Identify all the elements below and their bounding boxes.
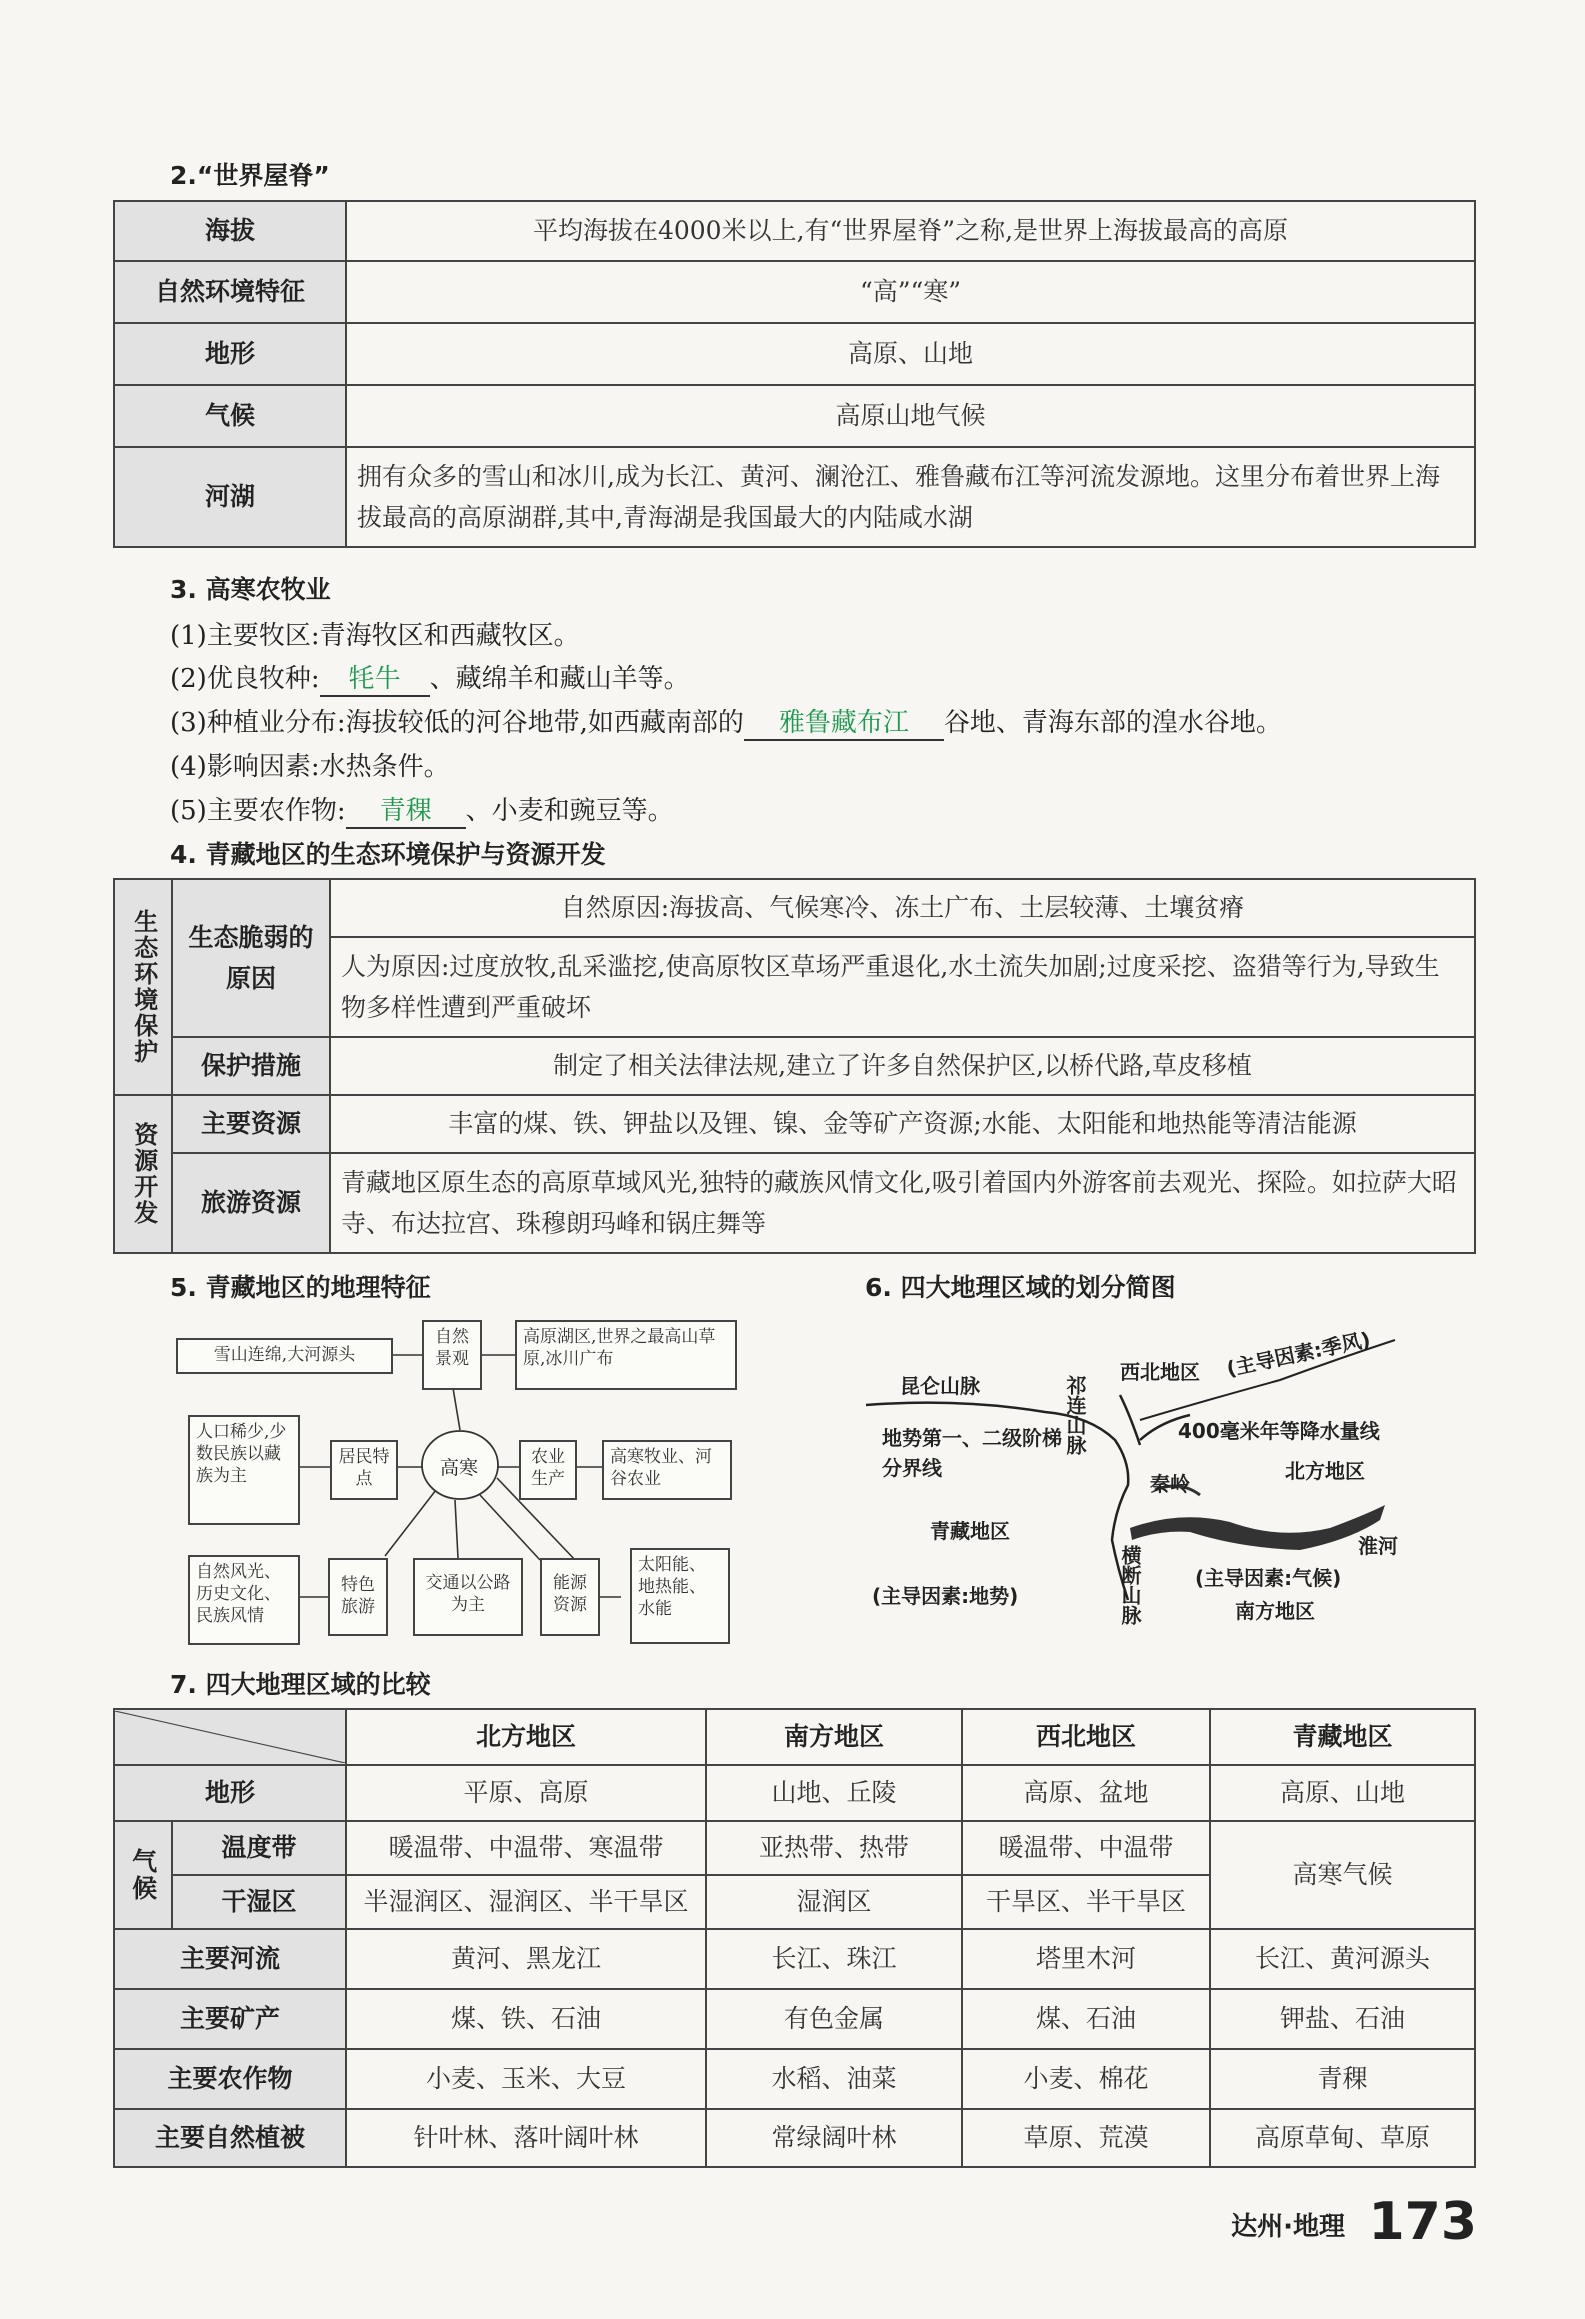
row-label-altitude: 海拔 [114,201,346,261]
row-minerals: 主要矿产 [114,1989,346,2049]
terrain-value: 高原、山地 [346,323,1475,385]
planting-suffix: 谷地、青海东部的湟水谷地。 [943,708,1282,738]
section-4-heading: 4. 青藏地区的生态环境保护与资源开发 [170,840,606,869]
center-label: 高寒 [440,1457,479,1479]
crops-northwest: 小麦、棉花 [962,2049,1210,2109]
protection-value: 制定了相关法律法规,建立了许多自然保护区,以桥代路,草皮移植 [330,1037,1475,1095]
region-comparison-table [113,1708,1476,2168]
label-northwest: 西北地区 [1120,1360,1200,1384]
box-herding: 高寒牧业、河谷农业 [602,1440,732,1500]
label-nw-factor: (主导因素:季风) [1224,1327,1373,1381]
row-label-rivers: 河湖 [114,447,346,547]
box-natural-landscape: 自然景观 [422,1320,482,1390]
box-population: 人口稀少,少数民族以藏族为主 [188,1415,300,1525]
livestock-prefix: (2)优良牧种: [170,664,320,694]
row-label-climate: 气候 [114,385,346,447]
row-temperature: 温度带 [172,1821,346,1875]
crops-prefix: (5)主要农作物: [170,796,346,826]
label-kunlun: 昆仑山脉 [900,1374,980,1398]
row-rivers: 主要河流 [114,1929,346,1989]
section-2-heading: 2.“世界屋脊” [170,161,330,190]
footer-label: 达州·地理 [1231,2212,1345,2242]
terrain-south: 山地、丘陵 [706,1765,962,1821]
humidity-northwest: 干旱区、半干旱区 [962,1875,1210,1929]
main-resource-label: 主要资源 [172,1095,330,1153]
fragile-reasons-label: 生态脆弱的原因 [172,879,330,1037]
altitude-value: 平均海拔在4000米以上,有“世界屋脊”之称,是世界上海拔最高的高原 [346,201,1475,261]
row-terrain: 地形 [114,1765,346,1821]
veg-northwest: 草原、荒漠 [962,2109,1210,2167]
protection-label: 保护措施 [172,1037,330,1095]
group-ecology: 生态环境保护 [114,879,172,1095]
section-7-heading: 7. 四大地理区域的比较 [170,1670,431,1699]
minerals-south: 有色金属 [706,1989,962,2049]
rivers-north: 黄河、黑龙江 [346,1929,706,1989]
group-resource: 资源开发 [114,1095,172,1253]
box-transport: 交通以公路为主 [413,1558,523,1636]
planting-prefix: (3)种植业分布:海拔较低的河谷地带,如西藏南部的 [170,708,744,738]
livestock-suffix: 、藏绵羊和藏山羊等。 [429,664,690,694]
col-northwest: 西北地区 [962,1709,1210,1765]
minerals-north: 煤、铁、石油 [346,1989,706,2049]
col-north: 北方地区 [346,1709,706,1765]
row-climate-group: 气候 [114,1821,172,1929]
planting-answer: 雅鲁藏布江 [744,708,944,741]
terrain-northwest: 高原、盆地 [962,1765,1210,1821]
environment-value: “高”“寒” [346,261,1475,323]
crops-south: 水稻、油菜 [706,2049,962,2109]
crops-north: 小麦、玉米、大豆 [346,2049,706,2109]
humidity-north: 半湿润区、湿润区、半干旱区 [346,1875,706,1929]
section-6-heading: 6. 四大地理区域的划分简图 [865,1273,1176,1302]
veg-north: 针叶林、落叶阔叶林 [346,2109,706,2167]
label-qz-factor: (主导因素:地势) [872,1584,1019,1608]
col-south: 南方地区 [706,1709,962,1765]
label-qilian: 祁连山脉 [1063,1375,1087,1455]
box-agriculture: 农业生产 [519,1440,577,1500]
label-isohyet: 400毫米年等降水量线 [1178,1419,1380,1443]
label-boundary-1: 地势第一、二级阶梯 [882,1426,1062,1450]
box-scenery: 自然风光、历史文化、民族风情 [188,1555,300,1645]
pasture-line: (1)主要牧区:青海牧区和西藏牧区。 [170,621,580,651]
temp-south: 亚热带、热带 [706,1821,962,1875]
humidity-south: 湿润区 [706,1875,962,1929]
diagonal-header-cell [114,1709,346,1765]
box-lakes: 高原湖区,世界之最高山草原,冰川广布 [515,1320,737,1390]
col-qinghai-tibet: 青藏地区 [1210,1709,1475,1765]
veg-south: 常绿阔叶林 [706,2109,962,2167]
tourism-label: 旅游资源 [172,1153,330,1253]
minerals-northwest: 煤、石油 [962,1989,1210,2049]
label-huaihe: 淮河 [1358,1534,1398,1558]
crops-qz: 青稞 [1210,2049,1475,2109]
label-qinling: 秦岭 [1150,1472,1190,1496]
label-south: 南方地区 [1235,1599,1315,1623]
label-south-factor: (主导因素:气候) [1195,1566,1342,1590]
climate-qz: 高寒气候 [1210,1821,1475,1929]
veg-qz: 高原草甸、草原 [1210,2109,1475,2167]
terrain-north: 平原、高原 [346,1765,706,1821]
box-resident-traits: 居民特点 [330,1440,398,1500]
qinling-huaihe-shape [1130,1505,1385,1550]
box-snow-mountains: 雪山连绵,大河源头 [176,1338,393,1374]
tourism-value: 青藏地区原生态的高原草域风光,独特的藏族风情文化,吸引着国内外游客前去观光、探险。如拉萨大昭寺、布达拉宫、珠穆朗玛峰和锅庄舞等 [330,1153,1475,1253]
section-5-heading: 5. 青藏地区的地理特征 [170,1273,431,1302]
rivers-qz: 长江、黄河源头 [1210,1929,1475,1989]
diagonal-line [115,1711,345,1763]
rivers-value: 拥有众多的雪山和冰川,成为长江、黄河、澜沧江、雅鲁藏布江等河流发源地。这里分布着世界上海拔最高的高原湖群,其中,青海湖是我国最大的内陆咸水湖 [346,447,1475,547]
row-humidity: 干湿区 [172,1875,346,1929]
section-3-heading: 3. 高寒农牧业 [170,575,331,604]
label-boundary-2: 分界线 [882,1456,942,1480]
label-hengduan: 横断山脉 [1118,1545,1142,1625]
box-tourism: 特色旅游 [328,1558,388,1636]
rivers-south: 长江、珠江 [706,1929,962,1989]
box-energy: 能源资源 [540,1558,600,1636]
minerals-qz: 钾盐、石油 [1210,1989,1475,2049]
factor-line: (4)影响因素:水热条件。 [170,752,450,782]
temp-northwest: 暖温带、中温带 [962,1821,1210,1875]
main-resource-value: 丰富的煤、铁、钾盐以及锂、镍、金等矿产资源;水能、太阳能和地热能等清洁能源 [330,1095,1475,1153]
crops-answer: 青稞 [346,796,466,829]
label-qinghai-tibet: 青藏地区 [930,1519,1010,1543]
row-vegetation: 主要自然植被 [114,2109,346,2167]
page-number: 173 [1368,2192,1477,2252]
temp-north: 暖温带、中温带、寒温带 [346,1821,706,1875]
label-north: 北方地区 [1285,1459,1365,1483]
crops-suffix: 、小麦和豌豆等。 [465,796,674,826]
rivers-northwest: 塔里木河 [962,1929,1210,1989]
natural-reason: 自然原因:海拔高、气候寒冷、冻土广布、土层较薄、土壤贫瘠 [330,879,1475,937]
row-crops: 主要农作物 [114,2049,346,2109]
row-label-environment: 自然环境特征 [114,261,346,323]
human-reason: 人为原因:过度放牧,乱采滥挖,使高原牧区草场严重退化,水土流失加剧;过度采挖、盗猎等行为,导致生物多样性遭到严重破坏 [330,937,1475,1037]
box-solar: 太阳能、地热能、水能 [630,1548,730,1644]
row-label-terrain: 地形 [114,323,346,385]
qilian-line [1120,1395,1140,1445]
climate-value: 高原山地气候 [346,385,1475,447]
livestock-answer: 牦牛 [320,664,430,697]
terrain-qz: 高原、山地 [1210,1765,1475,1821]
